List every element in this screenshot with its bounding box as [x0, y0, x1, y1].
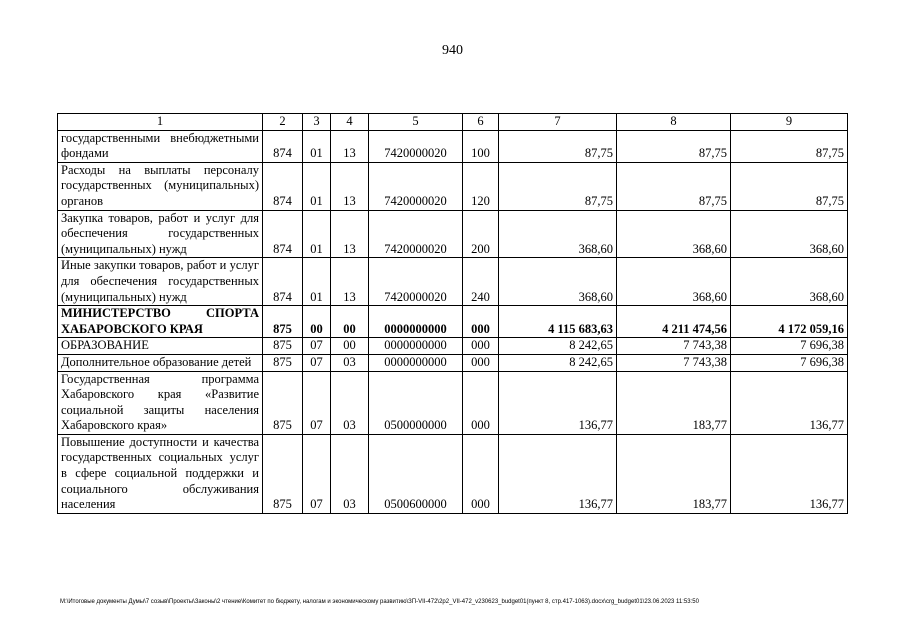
row-value-cell: 0500000000	[369, 371, 463, 434]
row-value-cell: 875	[263, 434, 303, 513]
row-value-cell: 01	[303, 162, 331, 210]
row-value-cell: 87,75	[731, 162, 848, 210]
row-value-cell: 875	[263, 338, 303, 355]
row-value-cell: 368,60	[617, 210, 731, 258]
header-cell: 4	[331, 114, 369, 131]
header-row	[58, 114, 848, 131]
row-value-cell: 874	[263, 130, 303, 162]
header-cell: 5	[369, 114, 463, 131]
row-value-cell: 000	[463, 434, 499, 513]
row-value-cell: 07	[303, 434, 331, 513]
row-value-cell: 368,60	[499, 258, 617, 306]
header-cell: 6	[463, 114, 499, 131]
row-name-cell: МИНИСТЕРСТВО СПОРТА ХАБАРОВСКОГО КРАЯ	[58, 306, 263, 338]
row-value-cell: 136,77	[499, 434, 617, 513]
row-value-cell: 00	[331, 306, 369, 338]
row-value-cell: 7420000020	[369, 130, 463, 162]
row-name-cell: Закупка товаров, работ и услуг для обеспечения государственных (муниципальных) нужд	[58, 210, 263, 258]
row-value-cell: 000	[463, 354, 499, 371]
row-value-cell: 03	[331, 354, 369, 371]
row-value-cell: 4 211 474,56	[617, 306, 731, 338]
row-name-cell: ОБРАЗОВАНИЕ	[58, 338, 263, 355]
row-value-cell: 4 115 683,63	[499, 306, 617, 338]
row-value-cell: 183,77	[617, 371, 731, 434]
row-value-cell: 136,77	[731, 371, 848, 434]
row-value-cell: 4 172 059,16	[731, 306, 848, 338]
row-value-cell: 000	[463, 371, 499, 434]
row-value-cell: 183,77	[617, 434, 731, 513]
row-value-cell: 07	[303, 338, 331, 355]
row-value-cell: 874	[263, 210, 303, 258]
row-value-cell: 00	[331, 338, 369, 355]
row-value-cell: 8 242,65	[499, 354, 617, 371]
row-value-cell: 875	[263, 354, 303, 371]
row-value-cell: 01	[303, 258, 331, 306]
row-name-cell: государственными внебюджетными фондами	[58, 130, 263, 162]
row-value-cell: 87,75	[499, 130, 617, 162]
row-value-cell: 8 242,65	[499, 338, 617, 355]
row-value-cell: 240	[463, 258, 499, 306]
row-value-cell: 13	[331, 210, 369, 258]
row-value-cell: 7 696,38	[731, 338, 848, 355]
table-row	[58, 354, 848, 371]
header-cell: 7	[499, 114, 617, 131]
row-value-cell: 7 696,38	[731, 354, 848, 371]
table-row	[58, 162, 848, 210]
table-row	[58, 306, 848, 338]
page-number: 940	[442, 43, 463, 58]
row-value-cell: 120	[463, 162, 499, 210]
row-value-cell: 100	[463, 130, 499, 162]
table-row	[58, 434, 848, 513]
row-value-cell: 13	[331, 130, 369, 162]
row-name-cell: Иные закупки товаров, работ и услуг для обеспечения государственных (муниципальных) нужд	[58, 258, 263, 306]
row-value-cell: 7420000020	[369, 258, 463, 306]
row-value-cell: 13	[331, 258, 369, 306]
header-cell: 3	[303, 114, 331, 131]
row-value-cell: 875	[263, 306, 303, 338]
row-value-cell: 200	[463, 210, 499, 258]
row-value-cell: 7420000020	[369, 162, 463, 210]
table-row	[58, 210, 848, 258]
row-value-cell: 7 743,38	[617, 338, 731, 355]
row-name-cell: Государственная программа Хабаровского края «Развитие социальной защиты населения Хабаровского края»	[58, 371, 263, 434]
row-value-cell: 0000000000	[369, 306, 463, 338]
row-value-cell: 000	[463, 338, 499, 355]
file-path-footer: M:\Итоговые документы Думы\7 созыв\Проекты\Законы\2 чтение\Комитет по бюджету, налогам и экономическому развитию\ЗП-VII-472\2p2_VII-472_v230623_budget01(пункт 8, стр.417-1063).docx\crg_budget01\23.06.2023 11:53:50	[60, 599, 699, 605]
table-row	[58, 130, 848, 162]
row-value-cell: 0500600000	[369, 434, 463, 513]
row-value-cell: 7 743,38	[617, 354, 731, 371]
header-cell: 1	[58, 114, 263, 131]
row-value-cell: 87,75	[731, 130, 848, 162]
table-row	[58, 338, 848, 355]
row-value-cell: 0000000000	[369, 338, 463, 355]
table-row	[58, 371, 848, 434]
row-value-cell: 13	[331, 162, 369, 210]
row-value-cell: 368,60	[617, 258, 731, 306]
row-value-cell: 368,60	[731, 210, 848, 258]
row-value-cell: 07	[303, 371, 331, 434]
row-value-cell: 03	[331, 434, 369, 513]
header-cell: 2	[263, 114, 303, 131]
row-value-cell: 874	[263, 258, 303, 306]
row-value-cell: 136,77	[499, 371, 617, 434]
row-value-cell: 7420000020	[369, 210, 463, 258]
row-value-cell: 874	[263, 162, 303, 210]
row-value-cell: 875	[263, 371, 303, 434]
row-name-cell: Дополнительное образование детей	[58, 354, 263, 371]
row-value-cell: 87,75	[617, 162, 731, 210]
budget-table	[57, 113, 848, 514]
row-value-cell: 368,60	[731, 258, 848, 306]
row-value-cell: 01	[303, 130, 331, 162]
table-row	[58, 258, 848, 306]
row-value-cell: 368,60	[499, 210, 617, 258]
row-value-cell: 87,75	[499, 162, 617, 210]
header-cell: 9	[731, 114, 848, 131]
row-value-cell: 000	[463, 306, 499, 338]
row-value-cell: 01	[303, 210, 331, 258]
row-value-cell: 0000000000	[369, 354, 463, 371]
row-value-cell: 03	[331, 371, 369, 434]
row-name-cell: Расходы на выплаты персоналу государственных (муниципальных) органов	[58, 162, 263, 210]
row-value-cell: 00	[303, 306, 331, 338]
row-value-cell: 87,75	[617, 130, 731, 162]
row-value-cell: 136,77	[731, 434, 848, 513]
header-cell: 8	[617, 114, 731, 131]
row-value-cell: 07	[303, 354, 331, 371]
row-name-cell: Повышение доступности и качества государственных социальных услуг в сфере социальной поддержки и социального обслуживания населения	[58, 434, 263, 513]
